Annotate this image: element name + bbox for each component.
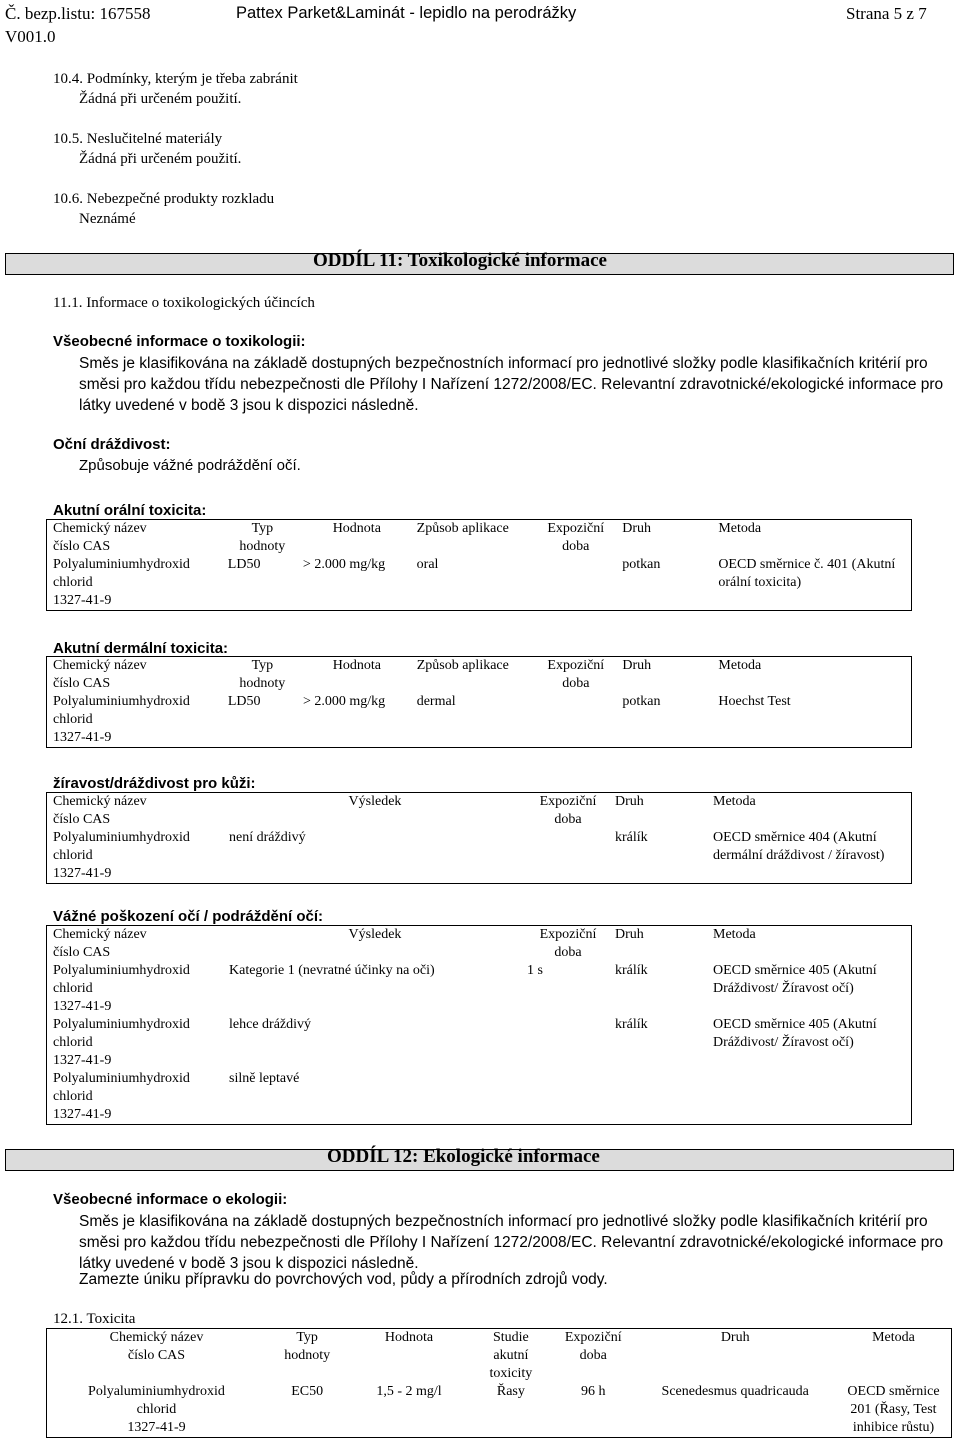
heading-10-5: 10.5. Neslučitelné materiály	[53, 131, 223, 147]
col-method: Metoda	[872, 1330, 915, 1345]
col-species: Druh	[615, 927, 644, 942]
cell-exposure: 96 h	[580, 1384, 606, 1399]
cell-species: králík	[615, 1017, 648, 1032]
text-10-4: Žádná při určeném použití.	[79, 91, 242, 107]
table-header-row	[47, 793, 912, 830]
general-eco-text: Směs je klasifikována na základě dostupných bezpečnostních informací pro jednotlivé složky podle klasifikačních kritérií pro směsi pro každou třídu nebezpečnosti dle Přílohy I Nařízení 1272/2008/EC. Relevantní zdravotnické/ekologické informace pro látky uvedené v bodě 3 jsou k dispozici následně.	[79, 1213, 944, 1272]
cell-type: EC50	[291, 1384, 324, 1399]
eye-damage-label: Vážné poškození očí / podráždění očí:	[53, 908, 324, 925]
cell-method: OECD směrnice 405 (Akutní Dráždivost/ Žíravost očí)	[713, 963, 877, 996]
heading-11-1: 11.1. Informace o toxikologických účincích	[53, 295, 315, 311]
col-exposure: Expoziční doba	[539, 794, 597, 827]
page-number: Strana 5 z 7	[846, 4, 927, 23]
cell-species: králík	[615, 963, 648, 978]
cell-species: Scenedesmus quadricauda	[661, 1384, 809, 1399]
col-chem-name: Chemický název číslo CAS	[109, 1330, 204, 1363]
cell-exposure	[521, 1070, 609, 1125]
table-header-row	[47, 1329, 952, 1384]
col-chem-name: Chemický název číslo CAS	[53, 658, 147, 691]
cell-value: > 2.000 mg/kg	[302, 557, 386, 572]
cell-chem: Polyaluminiumhydroxid chlorid 1327-41-9	[53, 830, 190, 881]
cell-result: lehce dráždivý	[229, 1017, 312, 1032]
cell-method: OECD směrnice 404 (Akutní dermální dráždivost / žíravost)	[713, 830, 885, 863]
doc-version: V001.0	[5, 27, 56, 46]
col-exposure: Expoziční doba	[539, 927, 597, 960]
section-11-title: ODDÍL 11: Toxikologické informace	[313, 250, 607, 271]
general-eco-text-2: Zamezte úniku přípravku do povrchových vod, půdy a přírodních zdrojů vody.	[79, 1271, 608, 1288]
eco-tox-table	[46, 1328, 952, 1438]
col-exposure: Expoziční doba	[547, 521, 605, 554]
table-header-row	[47, 657, 912, 694]
table-row	[47, 693, 912, 748]
col-value-type: Typ hodnoty	[239, 658, 286, 691]
cell-route: dermal	[416, 694, 456, 709]
col-method: Metoda	[718, 658, 762, 673]
cell-result: silně leptavé	[229, 1071, 300, 1086]
cell-value: > 2.000 mg/kg	[302, 694, 386, 709]
skin-corrosion-table	[46, 792, 912, 884]
table-row	[47, 556, 912, 611]
general-eco-label: Všeobecné informace o ekologii:	[53, 1191, 288, 1208]
doc-id: Č. bezp.listu: 167558	[5, 4, 151, 23]
cell-method: Hoechst Test	[718, 694, 791, 709]
cell-exposure	[529, 693, 616, 748]
col-species: Druh	[615, 794, 644, 809]
text-10-5: Žádná při určeném použití.	[79, 151, 242, 167]
col-study: Studie akutní toxicity	[489, 1330, 533, 1381]
general-tox-text: Směs je klasifikována na základě dostupných bezpečnostních informací pro jednotlivé složky podle klasifikačních kritérií pro směsi pro každou třídu nebezpečnosti dle Přílohy I Nařízení 1272/2008/EC. Relevantní zdravotnické/ekologické informace pro látky uvedené v bodě 3 jsou k dispozici následně.	[79, 355, 944, 414]
cell-route: oral	[416, 557, 439, 572]
section-12-title: ODDÍL 12: Ekologické informace	[327, 1146, 600, 1167]
cell-type: LD50	[227, 557, 261, 572]
cell-species: králík	[615, 830, 648, 845]
text-10-6: Neznámé	[79, 211, 136, 227]
col-method: Metoda	[713, 794, 756, 809]
col-species: Druh	[622, 521, 652, 536]
table-header-row	[47, 926, 912, 963]
cell-value: 1,5 - 2 mg/l	[376, 1384, 442, 1399]
cell-method: OECD směrnice 201 (Řasy, Test inhibice růstu)	[847, 1384, 940, 1435]
cell-exposure	[521, 1016, 609, 1070]
col-value-type: Typ hodnoty	[239, 521, 286, 554]
cell-chem: Polyaluminiumhydroxid chlorid 1327-41-9	[53, 963, 190, 1014]
eye-irritation-text: Způsobuje vážné podráždění očí.	[79, 457, 301, 474]
col-exposure: Expoziční doba	[547, 658, 605, 691]
table-row	[47, 962, 912, 1016]
cell-method	[707, 1070, 912, 1125]
skin-corrosion-label: žíravost/dráždivost pro kůži:	[53, 775, 256, 792]
cell-chem: Polyaluminiumhydroxid chlorid 1327-41-9	[88, 1384, 225, 1435]
heading-10-6: 10.6. Nebezpečné produkty rozkladu	[53, 191, 275, 207]
dermal-tox-table	[46, 656, 912, 748]
col-method: Metoda	[718, 521, 762, 536]
doc-title: Pattex Parket&Laminát - lepidlo na perodrážky	[236, 4, 577, 22]
cell-exposure	[521, 829, 609, 884]
cell-species	[609, 1070, 707, 1125]
col-chem-name: Chemický název číslo CAS	[53, 521, 147, 554]
cell-species: potkan	[622, 694, 661, 709]
col-value: Hodnota	[332, 521, 381, 536]
col-chem-name: Chemický název číslo CAS	[53, 794, 147, 827]
cell-method: OECD směrnice č. 401 (Akutní orální toxicita)	[718, 557, 896, 590]
col-value: Hodnota	[384, 1330, 434, 1345]
eye-damage-table	[46, 925, 912, 1125]
table-header-row	[47, 520, 912, 557]
col-chem-name: Chemický název číslo CAS	[53, 927, 147, 960]
table-row	[47, 1070, 912, 1125]
cell-chem: Polyaluminiumhydroxid chlorid 1327-41-9	[53, 1071, 190, 1122]
col-method: Metoda	[713, 927, 756, 942]
table-row	[47, 829, 912, 884]
col-exposure: Expoziční doba	[564, 1330, 622, 1363]
cell-species: potkan	[622, 557, 661, 572]
heading-10-4: 10.4. Podmínky, kterým je třeba zabránit	[53, 71, 298, 87]
oral-tox-table	[46, 519, 912, 611]
col-species: Druh	[622, 658, 652, 673]
cell-chem: Polyaluminiumhydroxid chlorid 1327-41-9	[53, 694, 190, 745]
table-row	[47, 1016, 912, 1070]
cell-exposure: 1 s	[527, 963, 543, 978]
eye-irritation-label: Oční dráždivost:	[53, 436, 171, 453]
col-route: Způsob aplikace	[416, 521, 509, 536]
dermal-tox-label: Akutní dermální toxicita:	[53, 640, 229, 657]
cell-result: není dráždivý	[229, 830, 306, 845]
col-species: Druh	[720, 1330, 750, 1345]
oral-tox-label: Akutní orální toxicita:	[53, 502, 207, 519]
cell-result: Kategorie 1 (nevratné účinky na oči)	[229, 963, 435, 978]
col-result: Výsledek	[348, 927, 402, 942]
cell-chem: Polyaluminiumhydroxid chlorid 1327-41-9	[53, 1017, 190, 1068]
col-value-type: Typ hodnoty	[284, 1330, 331, 1363]
col-route: Způsob aplikace	[416, 658, 509, 673]
cell-study: Řasy	[496, 1384, 525, 1399]
col-result: Výsledek	[348, 794, 402, 809]
col-value: Hodnota	[332, 658, 381, 673]
cell-method: OECD směrnice 405 (Akutní Dráždivost/ Žíravost očí)	[713, 1017, 877, 1050]
heading-12-1: 12.1. Toxicita	[53, 1311, 136, 1327]
cell-chem: Polyaluminiumhydroxid chlorid 1327-41-9	[53, 557, 190, 608]
general-tox-label: Všeobecné informace o toxikologii:	[53, 333, 306, 350]
table-row	[47, 1383, 952, 1438]
cell-type: LD50	[227, 694, 261, 709]
cell-exposure	[529, 556, 616, 611]
